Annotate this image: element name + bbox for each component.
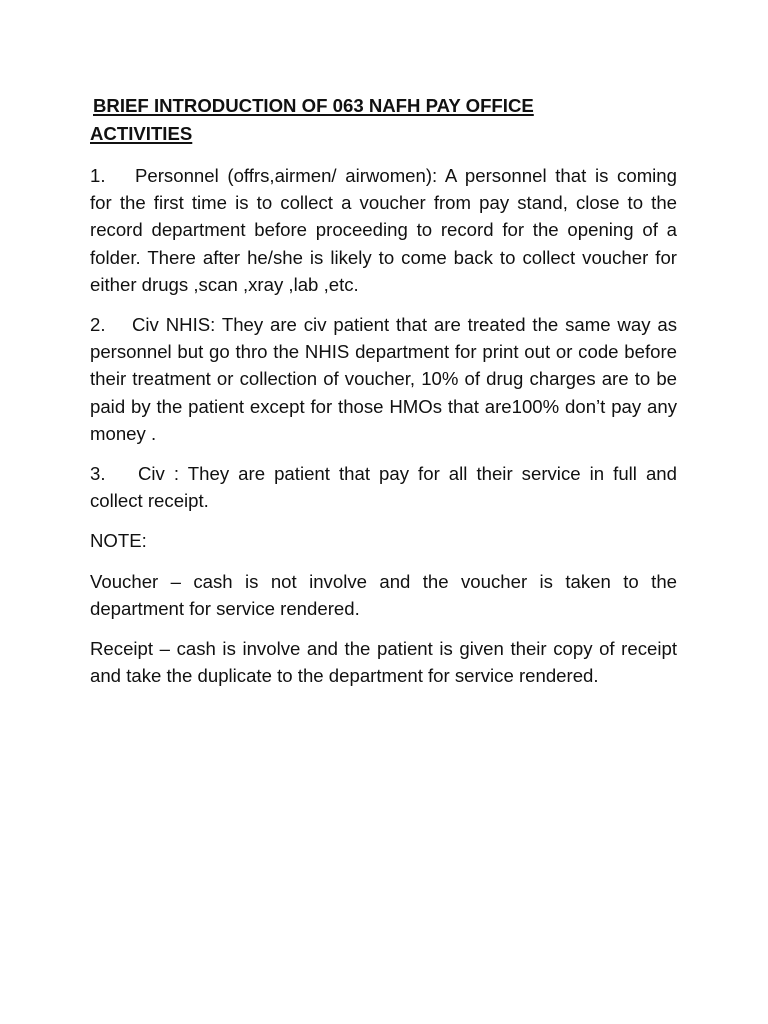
title-line-2: ACTIVITIES — [90, 123, 193, 144]
item-3-text: Civ : They are patient that pay for all their service in full and collect receipt. — [90, 463, 677, 512]
item-3-paragraph — [90, 460, 677, 514]
item-2-paragraph — [90, 311, 677, 447]
receipt-paragraph: Receipt – cash is involve and the patient is given their copy of receipt and take the duplicate to the department for service rendered. — [90, 638, 677, 687]
item-1-number: 1. — [90, 165, 106, 186]
voucher-paragraph: Voucher – cash is not involve and the voucher is taken to the department for service rendered. — [90, 570, 677, 619]
item-3-number: 3. — [90, 463, 106, 485]
title-line-1: BRIEF INTRODUCTION OF 063 NAFH PAY OFFICE — [93, 95, 534, 116]
item-1-paragraph — [90, 162, 677, 298]
item-2-text: Civ NHIS: They are civ patient that are treated the same way as personnel but go thro the NHIS department for print out or code before their treatment or collection of voucher, 10% of drug charges are to be paid by the patient except for those HMOs that are100% don’t pay any money . — [90, 314, 677, 444]
item-1-text: Personnel (offrs,airmen/ airwomen): A personnel that is coming for the first time is to collect a voucher from pay stand, close to the record department before proceeding to record for the opening of a folder. There after he/she is likely to come back to collect voucher for either drugs ,scan ,xray ,lab ,etc. — [90, 165, 677, 295]
note-label: NOTE: — [90, 530, 147, 552]
item-2-number: 2. — [90, 314, 106, 336]
document-page — [90, 92, 677, 702]
document-title — [90, 92, 677, 148]
